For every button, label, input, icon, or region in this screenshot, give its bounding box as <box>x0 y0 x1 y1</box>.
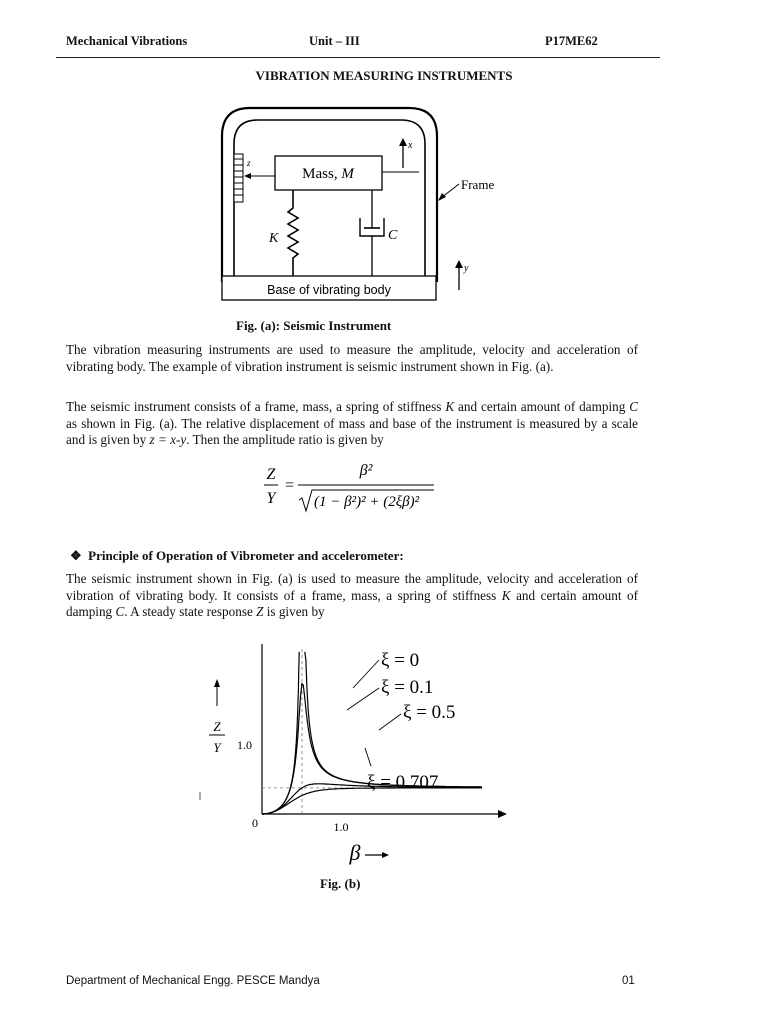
c-label: C <box>388 228 398 243</box>
paragraph-principle: The seismic instrument shown in Fig. (a) is used to measure the amplitude, velocity and acceleration of vibration of vibrating body. It consists of a frame, mass, a spring of stiffness K and certain amount of damping C. A steady state response Z is given by <box>66 571 638 620</box>
response-chart <box>195 636 515 876</box>
x-tick-label: 1.0 <box>333 820 349 834</box>
page-title: VIBRATION MEASURING INSTRUMENTS <box>255 68 513 83</box>
footer-department: Department of Mechanical Engg. PESCE Mandya <box>66 975 320 987</box>
svg-text:=: = <box>285 477 295 494</box>
mass-label: Mass, <box>302 166 342 182</box>
fig-a-caption: Fig. (a): Seismic Instrument <box>236 318 392 333</box>
series-leader-3 <box>365 748 371 766</box>
origin-label: 0 <box>252 816 258 830</box>
header-unit: Unit – III <box>309 34 360 48</box>
svg-text:Y: Y <box>266 490 276 507</box>
series-label-3: ξ = 0.707 <box>367 772 439 793</box>
header-rule <box>56 57 660 58</box>
svg-text:Mass, M <box>302 166 355 182</box>
paragraph-intro: The vibration measuring instruments are used to measure the amplitude, velocity and acceleration of vibrating body. The example of vibration instrument is seismic instrument shown in Fig. (a). <box>66 342 638 374</box>
y-label: y <box>464 263 469 274</box>
series-leader-0 <box>353 660 379 688</box>
z-label: z <box>247 158 251 168</box>
section-heading: ❖ Principle of Operation of Vibrometer and accelerometer: <box>70 548 404 563</box>
seismic-instrument-diagram <box>215 104 515 304</box>
footer-page-number: 01 <box>622 975 635 987</box>
y-axis-label-num: Z <box>213 719 221 734</box>
series-label-1: ξ = 0.1 <box>381 677 434 698</box>
x-label: x <box>408 140 413 151</box>
fig-b-caption: Fig. (b) <box>320 876 361 891</box>
series-label-2: ξ = 0.5 <box>403 702 456 723</box>
y-tick-label: 1.0 <box>237 738 252 752</box>
series-label-0: ξ = 0 <box>381 650 420 671</box>
series-leader-2 <box>379 714 401 730</box>
header-code: P17ME62 <box>545 34 598 48</box>
frame-label: Frame <box>461 177 495 192</box>
k-label: K <box>269 231 279 246</box>
svg-text:(1 − β²)² + (2ξβ)²: (1 − β²)² + (2ξβ)² <box>314 494 420 510</box>
y-axis-label-den: Y <box>213 740 221 755</box>
amplitude-ratio-equation <box>262 456 462 516</box>
mass-symbol: M <box>341 166 354 182</box>
series-line-0-0 <box>262 652 299 814</box>
svg-text:β²: β² <box>359 462 373 479</box>
svg-text:Z: Z <box>266 466 276 483</box>
x-axis-label: β <box>349 840 361 865</box>
header-course: Mechanical Vibrations <box>66 34 188 48</box>
diamond-bullet-icon: ❖ <box>70 548 82 563</box>
base-label: Base of vibrating body <box>267 283 391 297</box>
paragraph-seismic: The seismic instrument consists of a frame, mass, a spring of stiffness K and certain amount of damping C as shown in Fig. (a). The relative displacement of mass and base of the instrument is measured by a scale and is given by z = x-y. Then the amplitude ratio is given by <box>66 399 639 448</box>
series-leader-1 <box>347 688 379 710</box>
spring <box>288 190 298 276</box>
